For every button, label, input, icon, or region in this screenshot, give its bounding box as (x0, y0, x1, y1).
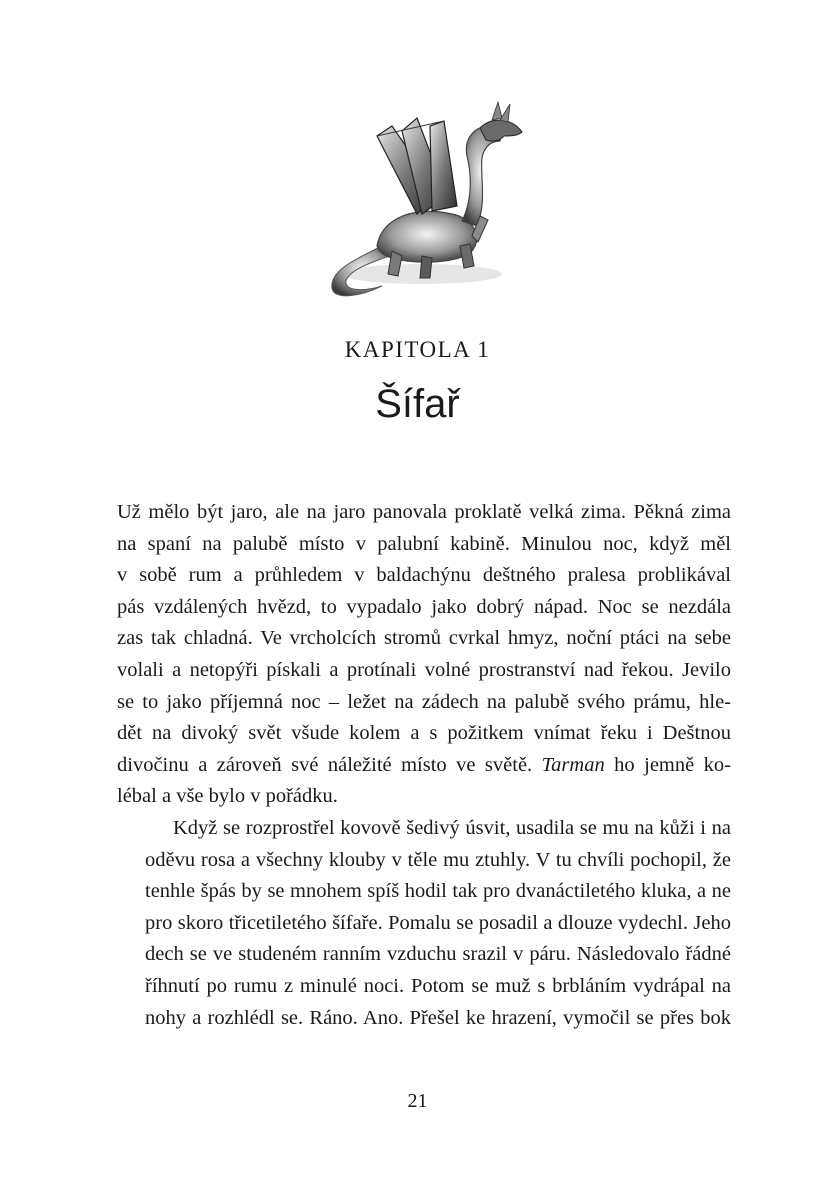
paragraph-1 (117, 497, 731, 813)
text-line: volali a netopýři pískali a protínali volné prostranství nad řekou. Jevilo (117, 658, 731, 681)
text-line: v sobě rum a průhledem v baldachýnu deštného pralesa problikával (117, 564, 731, 587)
text-line: oděvu rosa a všechny klouby v těle mu ztuhly. V tu chvíli pochopil, že (145, 848, 731, 871)
text-line: se to jako příjemná noc – ležet na zádech na palubě svého prámu, hle- (117, 690, 731, 713)
ship-name: Tarman (541, 753, 605, 776)
text-line: Už mělo být jaro, ale na jaro panovala proklatě velká zima. Pěkná zima (117, 501, 731, 523)
text-line: říhnutí po rumu z minulé noci. Potom se muž s brbláním vydrápal na (145, 974, 731, 997)
text-line: nohy a rozhlédl se. Ráno. Ano. Přešel ke hrazení, vymočil se přes bok (145, 1006, 731, 1029)
body-text (117, 497, 731, 1034)
text-line: na spaní na palubě místo v palubní kabině. Minulou noc, když měl (117, 532, 731, 555)
paragraph-2 (117, 813, 731, 1034)
text-line: lébal a vše bylo v pořádku. (117, 785, 338, 808)
chapter-label: KAPITOLA 1 (344, 337, 491, 362)
text-line: pás vzdálených hvězd, to vypadalo jako dobrý nápad. Noc se nezdála (117, 595, 731, 618)
chapter-title: Šífař (375, 382, 460, 426)
text-line: zas tak chladná. Ve vrcholcích stromů cvrkal hmyz, noční ptáci na sebe (117, 627, 731, 650)
text-line: tenhle špás by se mnohem spíš hodil tak pro dvanáctiletého kluka, a ne (145, 880, 731, 903)
dragon-illustration (322, 96, 532, 306)
text-line (117, 750, 731, 782)
text-segment: divočinu a zároveň své náležité místo ve světě. (117, 753, 533, 776)
page-number: 21 (407, 1090, 428, 1112)
text-line: dech se ve studeném ranním vzduchu srazil v páru. Následovalo řádné (145, 943, 731, 966)
text-line: pro skoro třicetiletého šífaře. Pomalu se posadil a dlouze vydechl. Jeho (145, 911, 731, 934)
text-line: Když se rozprostřel kovově šedivý úsvit, usadila se mu na kůži i na (173, 816, 731, 839)
dragon-icon (322, 96, 532, 306)
text-line: dět na divoký svět všude kolem a s požitkem vnímat řeku i Deštnou (117, 722, 731, 745)
text-segment: ho jemně ko- (614, 753, 732, 776)
